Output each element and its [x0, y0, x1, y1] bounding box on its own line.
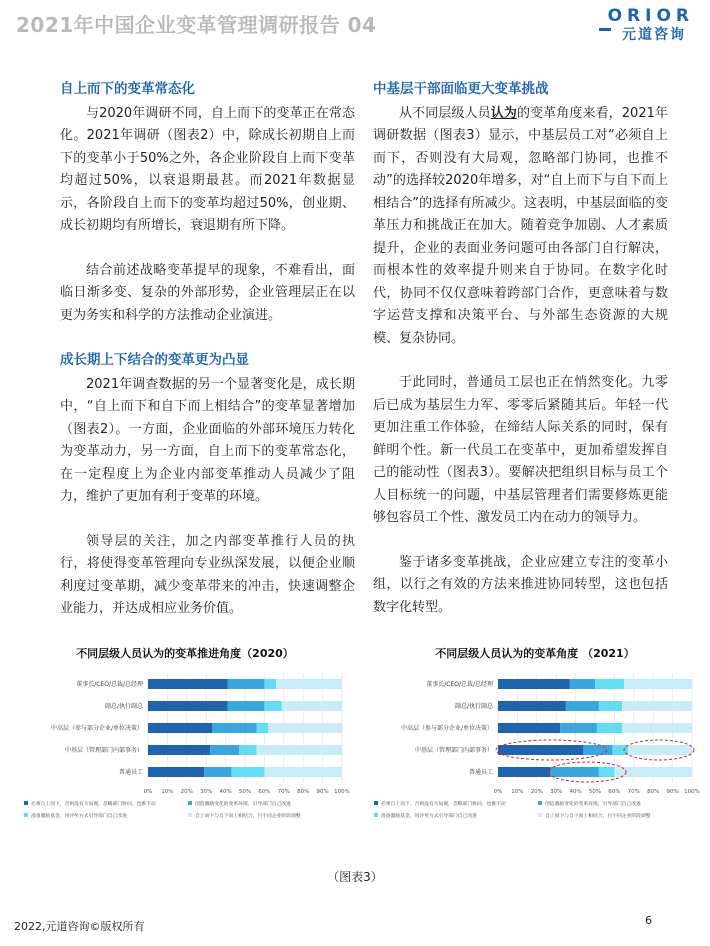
logo-en: ORIOR [607, 6, 694, 26]
bar-segment [257, 745, 342, 755]
x-tick-label: 40% [219, 789, 232, 795]
x-tick-label: 60% [258, 789, 271, 795]
page-number: 6 [645, 914, 652, 927]
category-label: 董事长/CEO/总裁/总经理 [426, 681, 493, 688]
bar-segment [597, 723, 622, 733]
category-label: 中基层（管理部门内部事务） [64, 747, 143, 754]
legend-label: 创造激励变化的变革环境，引导部门自己改进 [545, 802, 641, 807]
legend-swatch [188, 801, 192, 805]
legend-label: 创造激励变化的变革环境，引导部门自己改进 [195, 802, 291, 807]
legend-swatch [374, 813, 378, 817]
x-tick-label: 70% [627, 789, 640, 795]
category-label: 普通员工 [118, 769, 143, 776]
x-tick-label: 20% [180, 789, 193, 795]
paragraph-text: 从不同层级人员 [399, 105, 491, 121]
bar-segment [498, 701, 566, 711]
bar-segment [204, 767, 231, 777]
x-tick-label: 60% [608, 789, 621, 795]
x-tick-label: 100% [334, 789, 350, 795]
x-tick-label: 70% [277, 789, 290, 795]
bar-segment [498, 745, 583, 755]
x-tick-label: 30% [550, 789, 563, 795]
bar-segment [628, 745, 692, 755]
x-tick-label: 90% [316, 789, 329, 795]
bar-segment [566, 701, 599, 711]
paragraph: 与2020年调研不同，自上而下的变革正在常态化。2021年调研（图表2）中，除成长初期自上而下的变革小于50%之外，各企业阶段自上而下变革均超过50%，以衰退期最甚。而2021年数据显示，各阶段自上而下的变革均超过50%，创业期、成长初期均有所增长，衰退期有所下降。 [60, 105, 355, 233]
paragraph: 于此同时，普通员工层也正在悄然变化。九零后已成为基层生力军、零零后紧随其后。年轻一代更加注重工作体验，在缔结人际关系的同时，保有鲜明个性。新一代员工在变革中，更加希望发挥自己的能动性（图表3）。要解决把组织目标与员工个人目标统一的问题，中基层管理者们需要修炼更能够包容员工个性、激发员工内在动力的领导力。 [373, 375, 668, 525]
legend-swatch [538, 813, 542, 817]
bar-segment [624, 679, 692, 689]
chart-title: 不同层级人员认为的变革推进角度（2020） [76, 647, 294, 660]
category-label: 中高层（参与部分企业/单位决策） [400, 725, 493, 732]
bar-segment [595, 679, 624, 689]
copyright: 2022,元道咨询©版权所有 [14, 920, 145, 933]
paragraph: 鉴于诸多变革挑战，企业应建立专注的变革小组，以行之有效的方法来推进协同转型，这也包括数字化转型。 [373, 554, 668, 615]
x-tick-label: 80% [297, 789, 310, 795]
figure-caption: （图表3） [327, 870, 383, 884]
bar-segment [599, 701, 622, 711]
bar-segment [212, 723, 257, 733]
bar-segment [148, 679, 228, 689]
bar-segment [560, 723, 597, 733]
paragraph-text: 的变革角度来看，2021年调研数据（图表3）显示，中基层员工对“必须自上而下，否则没有大局观，忽略部门协同，也推不动”的选择较2020年增多，对“自上而下与自下而上相结合”的选择有所减少。这表明，中基层面临的变革压力和挑战正在加大。随着竞争加剧、人才素质提升，企业的表面业务问题可由各部门自行解决，而根本性的效率提升则来自于协同。在数字化时代，协同不仅仅意味着跨部门合作，更意味着与数字运营支撑和决策平台、与外部生态资源的大规模、复杂协同。 [373, 105, 668, 346]
bar-segment [264, 679, 276, 689]
legend-label: 准备激励基金，用评奖方式引导部门自己改进 [381, 814, 477, 819]
chart-2021-svg [370, 667, 700, 835]
bar-segment [264, 701, 281, 711]
logo-cn: 元道咨询 [622, 27, 686, 43]
bar-segment [148, 701, 228, 711]
bar-segment [228, 701, 265, 711]
category-label: 董事长/CEO/总裁/总经理 [76, 681, 143, 688]
legend-swatch [24, 801, 28, 805]
x-tick-label: 0% [493, 789, 503, 795]
paragraph: 2021年调查数据的另一个显著变化是，成长期中，“自上而下和自下而上相结合”的变革显著增加（图表2）。一方面，企业面临的外部环境压力转化为变革动力，另一方面，自上而下的变革常态化，在一定程度上为企业内部变革推动人员减少了阻力，维护了更加有利于变革的环境。 [60, 376, 355, 504]
bar-segment [570, 679, 595, 689]
right-column [373, 78, 668, 641]
section-title-mid-level: 中基层干部面临更大变革挑战 [373, 81, 549, 97]
bar-segment [498, 679, 570, 689]
legend-swatch [538, 801, 542, 805]
category-label: 副总/执行副总 [454, 703, 493, 710]
category-label: 中高层（参与部分企业/单位决策） [50, 725, 143, 732]
chart-2020-svg [20, 667, 350, 835]
bar-segment [268, 723, 342, 733]
bar-segment [550, 767, 599, 777]
legend-label: 必须自上而下，否则没有大局观，忽略部门协同，也推不动 [381, 802, 506, 807]
chart-2021 [370, 645, 700, 835]
bar-segment [622, 723, 692, 733]
x-tick-label: 50% [238, 789, 252, 795]
section-title-growth-stage: 成长期上下结合的变革更为凸显 [60, 352, 249, 368]
legend-swatch [24, 813, 28, 817]
bar-segment [282, 701, 342, 711]
x-tick-label: 10% [511, 789, 524, 795]
bar-segment [257, 723, 269, 733]
chart-2020 [20, 645, 350, 835]
category-label: 普通员工 [468, 769, 493, 776]
x-tick-label: 0% [143, 789, 153, 795]
bar-segment [622, 701, 692, 711]
report-header-title: 2021年中国企业变革管理调研报告 04 [16, 13, 377, 37]
paragraph [373, 103, 668, 351]
x-tick-label: 20% [530, 789, 543, 795]
legend-label: 准备激励基金，用评奖方式引导部门自己改进 [31, 814, 127, 819]
bar-segment [231, 767, 264, 777]
bar-segment [583, 745, 612, 755]
bar-segment [264, 767, 342, 777]
legend-label: 自上而下与自下而上相结合，目不同企业阶段调整 [195, 814, 301, 819]
bar-segment [148, 745, 210, 755]
x-tick-label: 50% [588, 789, 602, 795]
bar-segment [276, 679, 342, 689]
x-tick-label: 40% [569, 789, 582, 795]
category-label: 中基层（管理部门内部事务） [414, 747, 493, 754]
logo-bar [599, 28, 611, 31]
section-title-top-down: 自上而下的变革常态化 [60, 81, 195, 97]
company-logo [599, 6, 694, 42]
x-tick-label: 90% [666, 789, 679, 795]
paragraph: 领导层的关注，加之内部变革推行人员的执行，将使得变革管理向专业纵深发展，以便企业顺利度过变革期，减少变革带来的冲击，快速调整企业能力，并达成相应业务价值。 [60, 533, 355, 616]
bar-segment [239, 745, 256, 755]
x-tick-label: 80% [647, 789, 660, 795]
left-column [60, 78, 355, 643]
bar-segment [228, 679, 265, 689]
emphasis-text: 认为 [490, 105, 517, 121]
x-tick-label: 30% [200, 789, 213, 795]
bar-segment [599, 767, 615, 777]
chart-title: 不同层级人员认为的变革角度 （2021） [435, 647, 635, 660]
legend-label: 自上而下与自下而上相结合，目不同企业阶段调整 [545, 814, 651, 819]
bar-segment [498, 723, 560, 733]
bar-segment [148, 767, 204, 777]
paragraph: 结合前述战略变革提早的现象，不难看出，面临日渐多变、复杂的外部形势，企业管理层正在以更为务实和科学的方法推动企业演进。 [60, 262, 355, 323]
legend-label: 必须自上而下，否则没有大局观，忽略部门协同，也推不动 [31, 802, 156, 807]
legend-swatch [374, 801, 378, 805]
category-label: 副总/执行副总 [104, 703, 143, 710]
bar-segment [210, 745, 239, 755]
x-tick-label: 100% [684, 789, 700, 795]
legend-swatch [188, 813, 192, 817]
x-tick-label: 10% [161, 789, 174, 795]
bar-segment [148, 723, 212, 733]
bar-segment [498, 767, 550, 777]
